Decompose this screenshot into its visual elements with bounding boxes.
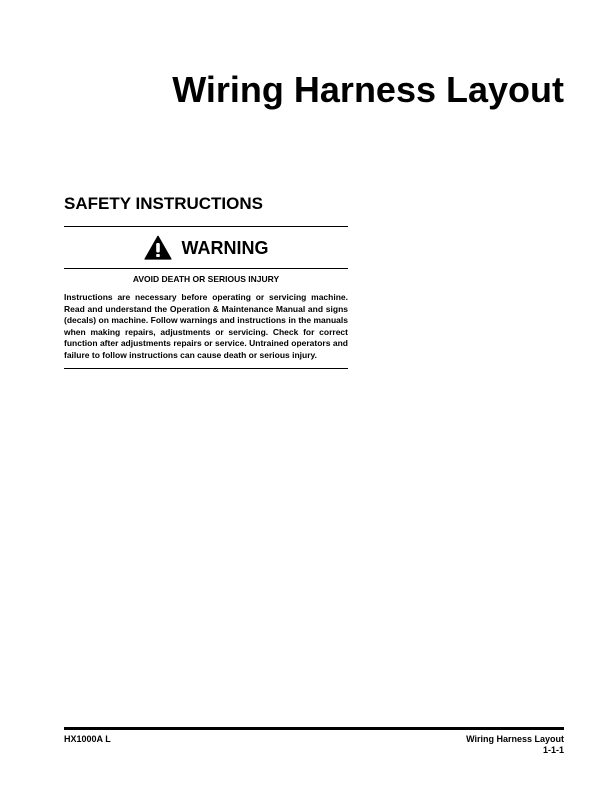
footer-rule [64,727,564,730]
page-title: Wiring Harness Layout [172,69,564,110]
footer-right [466,734,564,756]
section-heading: SAFETY INSTRUCTIONS [64,194,263,213]
footer-model: HX1000A L [64,734,111,744]
warning-bottom-rule [64,368,348,369]
footer-section-title: Wiring Harness Layout [466,734,564,744]
warning-triangle-icon [144,235,172,260]
warning-box [64,226,348,369]
warning-middle-rule [64,268,348,269]
warning-subtitle: AVOID DEATH OR SERIOUS INJURY [132,274,280,284]
footer-page-number: 1-1-1 [542,745,564,755]
warning-header [64,227,348,268]
warning-title: WARNING [181,237,269,258]
warning-body: Instructions are necessary before operating or servicing machine. Read and understand the Operation & Maintenance Manual and signs (decals) on machine. Follow warnings and instructions in the manuals when making repairs, adjustments or servicing. Check for correct function after adjustments repairs or service. Untrained operators and failure to follow instructions can cause death or serious injury. [64,292,348,360]
